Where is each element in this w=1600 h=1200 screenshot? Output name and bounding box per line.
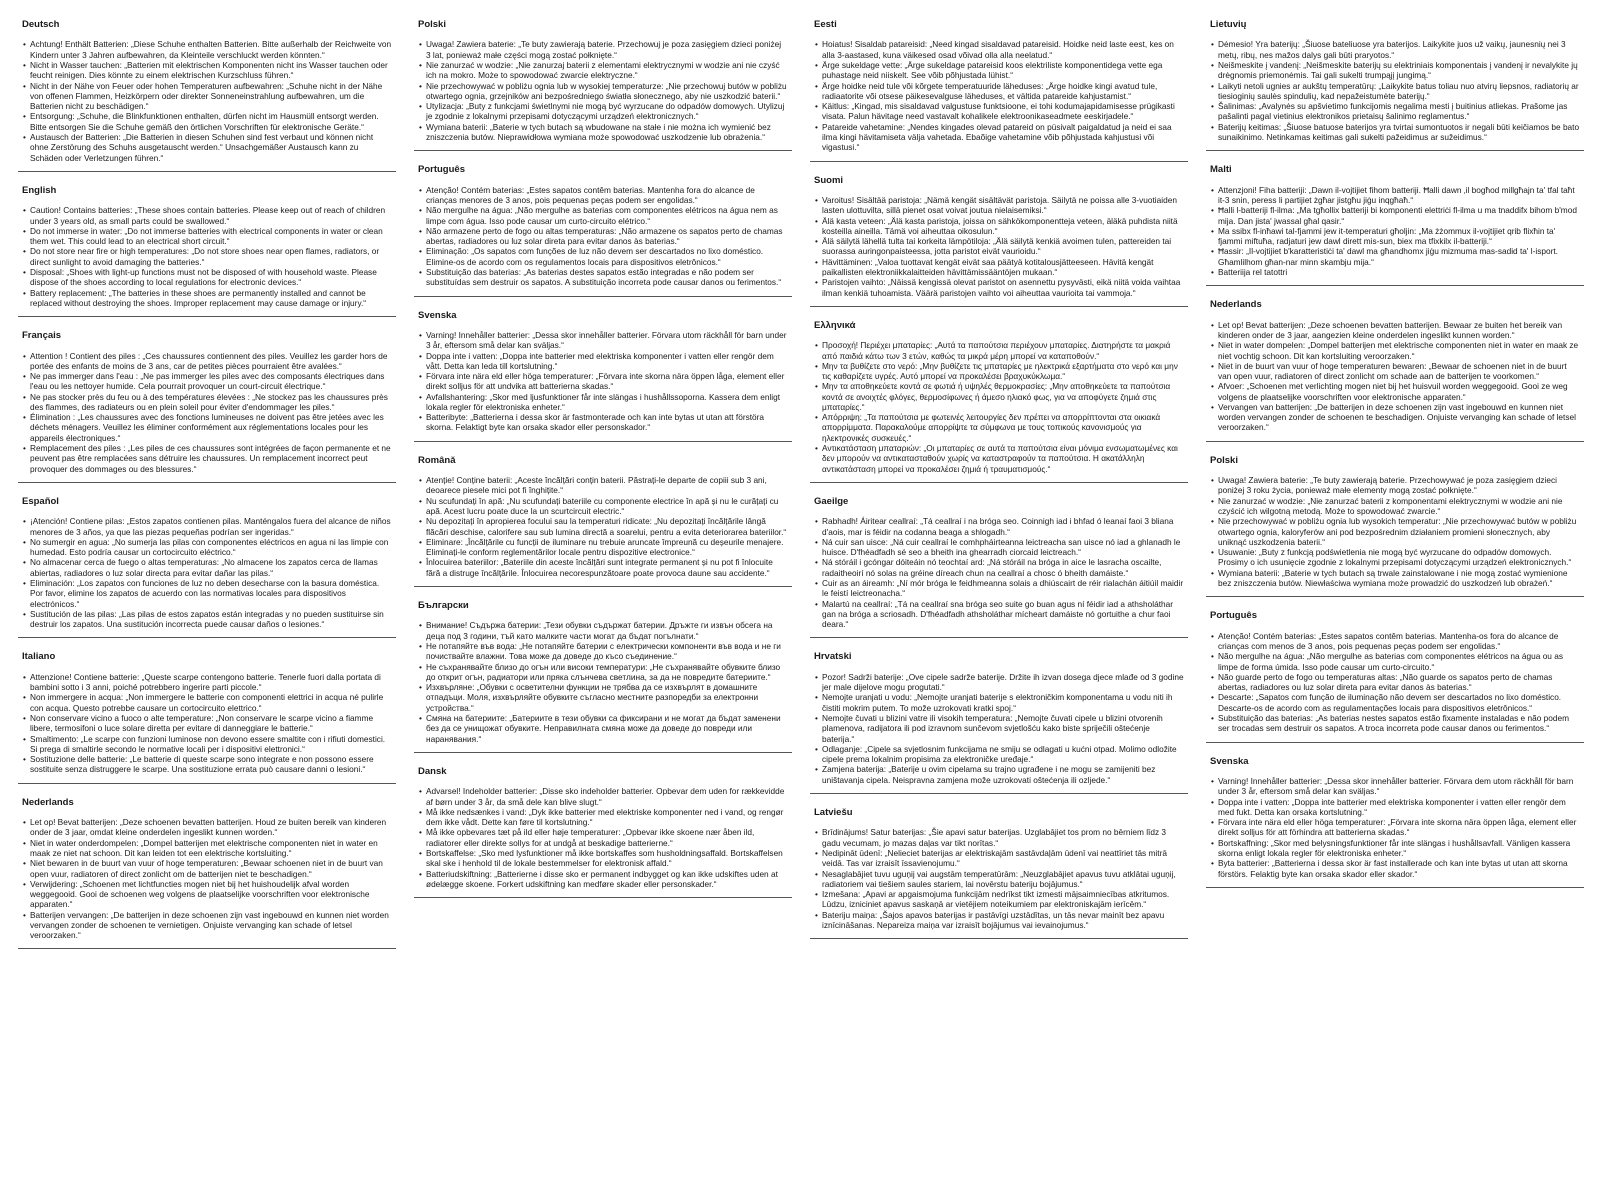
warning-item: • Nie przechowywać w pobliżu ognia lub wysokich temperatur: „Nie przechowywać butów w pobliżu otwartego ognia, kaloryferów ani pod bezpośrednim działaniem promieni słonecznych, aby uniknąć uszkodzenia baterii.“ xyxy=(1210,516,1580,547)
warning-item: • Utylizacja: „Buty z funkcjami świetlnymi nie mogą być wyrzucane do odpadów domowych. Utylizuj je zgodnie z lokalnymi przepisami dotyczącymi urządzeń elektronicznych.“ xyxy=(418,101,788,122)
warning-list xyxy=(22,351,392,474)
warning-item: • Eliminação: „Os sapatos com funções de luz não devem ser descartados no lixo doméstico. Elimine-os de acordo com os regulamentos locais para dispositivos eletrônicos.“ xyxy=(418,246,788,267)
warning-item: • Niet bewaren in de buurt van vuur of hoge temperaturen: „Bewaar schoenen niet in de buurt van open vuur, radiatoren of direct zonlicht om de batterijen niet te beschadigen.“ xyxy=(22,858,392,879)
warning-item: • No almacenar cerca de fuego o altas temperaturas: „No almacene los zapatos cerca de llamas abiertas, radiadores o luz solar directa para evitar dañar las pilas.“ xyxy=(22,557,392,578)
warning-item: • ¡Atención! Contiene pilas: „Estos zapatos contienen pilas. Manténgalos fuera del alcance de niños menores de 3 años, ya que las piezas pequeñas podrían ser ingeridas.“ xyxy=(22,516,392,537)
warning-item: • Não guarde perto de fogo ou temperaturas altas: „Não guarde os sapatos perto de chamas abertas, radiadores ou luz solar direta para evitar danos às baterias.“ xyxy=(1210,672,1580,693)
language-heading: English xyxy=(22,184,57,196)
warning-list xyxy=(1210,475,1580,588)
warning-item: • Ne pas stocker près du feu ou à des températures élevées : „Ne stockez pas les chaussures près des flammes, des radiateurs ou en plein soleil pour éviter d'endommager les piles.“ xyxy=(22,392,392,413)
warning-item: • Batteribyte: „Batterierna i dessa skor är fastmonterade och kan inte bytas ut utan att förstöra skorna. Felaktigt byte kan orsaka skador eller personskador.“ xyxy=(418,412,788,433)
warning-item: • Uwaga! Zawiera baterie: „Te buty zawierają baterie. Przechowuj je poza zasięgiem dzieci poniżej 3 lat, ponieważ małe części mogą zostać połknięte.“ xyxy=(418,39,788,60)
warning-list xyxy=(22,817,392,940)
warning-item: • Varning! Innehåller batterier: „Dessa skor innehåller batterier. Förvara utom räckhåll för barn under 3 år, eftersom små delar kan sväljas.“ xyxy=(418,330,788,351)
warning-list xyxy=(1210,39,1580,142)
warning-item: • Izmešana: „Apavi ar apgaismojuma funkcijām nedrīkst tikt izmesti mājsaimniecības atkritumos. Lūdzu, izniciniet apavus saskaņā ar vietējiem noteikumiem par elektroniskajām ierīcēm.“ xyxy=(814,889,1184,910)
warning-list xyxy=(22,516,392,629)
warning-item: • Älä kasta veteen: „Älä kasta paristoja, joissa on sähkökomponentteja veteen, äläkä puhdista niitä kosteilla aineilla. Tämä voi aiheuttaa oikosulun.“ xyxy=(814,216,1184,237)
language-section xyxy=(1206,450,1584,598)
warning-item: • Μην τα βυθίζετε στο νερό: „Μην βυθίζετε τις μπαταρίες με ηλεκτρικά εξαρτήματα στο νερό και μην τις καθαρίζετε υγρές. Αυτό μπορεί να προκαλέσει βραχυκύκλωμα.“ xyxy=(814,361,1184,382)
warning-item: • Αντικατάσταση μπαταριών: „Οι μπαταρίες σε αυτά τα παπούτσια είναι μόνιμα ενσωματωμένες και δεν μπορούν να αντικατασταθούν χωρίς να καταστραφούν τα παπούτσια. Η ακατάλληλη αντικατάσταση μπορεί να προκαλέσει ζημιά ή τραυματισμούς.“ xyxy=(814,443,1184,474)
warning-item: • Atenção! Contém baterias: „Estes sapatos contêm baterias. Mantenha fora do alcance de crianças menores de 3 anos, pois pequenas peças podem ser engolidas.“ xyxy=(418,185,788,206)
warning-item: • Atenție! Conține baterii: „Aceste încălțări conțin baterii. Păstrați-le departe de copiii sub 3 ani, deoarece piesele mici pot fi înghițite.“ xyxy=(418,475,788,496)
warning-item: • Advarsel! Indeholder batterier: „Disse sko indeholder batterier. Opbevar dem uden for rækkevidde af børn under 3 år, da små dele kan blive slugt.“ xyxy=(418,786,788,807)
warning-item: • Uwaga! Zawiera baterie: „Te buty zawierają baterie. Przechowywać je poza zasięgiem dzieci poniżej 3 roku życia, ponieważ małe elementy mogą zostać połknięte.“ xyxy=(1210,475,1580,496)
warning-list xyxy=(814,340,1184,474)
warning-item: • Não mergulhe na água: „Não mergulhe as baterias com componentes elétricos na água ou as limpe de forma úmida. Isso pode causar um curto-circuito.“ xyxy=(1210,651,1580,672)
warning-list xyxy=(418,786,788,889)
warning-item: • Do not store near fire or high temperatures: „Do not store shoes near open flames, radiators, or direct sunlight to avoid damaging the batteries.“ xyxy=(22,246,392,267)
language-section xyxy=(18,792,396,950)
language-section xyxy=(810,14,1188,162)
language-heading: Español xyxy=(22,495,59,507)
warning-item: • Odlaganje: „Cipele sa svjetlosnim funkcijama ne smiju se odlagati u kućni otpad. Molimo odložite cipele prema lokalnim propisima za elektroničke uređaje.“ xyxy=(814,744,1184,765)
language-section xyxy=(1206,751,1584,888)
warning-list xyxy=(418,330,788,433)
warning-item: • Avfallshantering: „Skor med ljusfunktioner får inte slängas i hushållssoporna. Kassera dem enligt lokala regler för elektroniska enheter.“ xyxy=(418,392,788,413)
warning-item: • Pozor! Sadrži baterije: „Ove cipele sadrže baterije. Držite ih izvan dosega djece mlađe od 3 godine jer male dijelove mogu progutati.“ xyxy=(814,672,1184,693)
warning-item: • Sostituzione delle batterie: „Le batterie di queste scarpe sono integrate e non possono essere sostituite senza distruggere le scarpe. Una sostituzione errata può causare danni o lesioni.“ xyxy=(22,754,392,775)
warning-item: • Patareide vahetamine: „Nendes kingades olevad patareid on püsivalt paigaldatud ja neid ei saa ilma kingi hävitamiseta välja vahetada. Ebaõige vahetamine võib põhjustada kahjustusi või vigastusi.“ xyxy=(814,122,1184,153)
warning-item: • Nesaglabājiet tuvu uguņij vai augstām temperatūrām: „Neuzglabājiet apavus tuvu atklātai uguņij, radiatoriem vai tiešiem saules stariem, lai novērstu bateriju bojājumus.“ xyxy=(814,869,1184,890)
warning-item: • Ärge hoidke neid tule või kõrgete temperatuuride läheduses: „Ärge hoidke kingi avatud tule, radiaatorite või otsese päikesevalguse läheduses, et vältida patareide kahjustamist.“ xyxy=(814,81,1184,102)
warning-item: • Attenzjoni! Fiha batteriji: „Dawn il-vojtijiet fihom batteriji. Ħalli dawn ‚il bogħod millgħajn ta' tfal taħt it-3 snin, peress li partijiet żgħar jistgħu jiġu inqgħaħ.“ xyxy=(1210,185,1580,206)
warning-item: • Cuir as an áireamh: „Ní mór bróga le feidhmeanna solais a dhiúscairt de réir rialachán áitiúil maidir le feistí leictreonacha.“ xyxy=(814,578,1184,599)
warning-item: • Usuwanie: „Buty z funkcją podświetlenia nie mogą być wyrzucane do odpadów domowych. Prosimy o ich usunięcie zgodnie z lokalnymi przepisami dotyczącymi urządzeń elektronicznych.“ xyxy=(1210,547,1580,568)
language-heading: Português xyxy=(1210,610,1257,622)
warning-item: • Remplacement des piles : „Les piles de ces chaussures sont intégrées de façon permanente et ne peuvent pas être remplacées sans détruire les chaussures. Un remplacement incorrect peut provoquer des dommages ou des blessures.“ xyxy=(22,443,392,474)
language-section xyxy=(810,491,1188,639)
language-heading: Nederlands xyxy=(1210,299,1262,311)
warning-item: • Bateriju maiņa: „Šajos apavos baterijas ir pastāvīgi uzstādītas, un tās nevar mainīt bez apavu iznīcināšanas. Nepareiza maiņa var izraisīt bojājumus vai ievainojumus.“ xyxy=(814,910,1184,931)
language-heading: Gaeilge xyxy=(814,495,849,507)
language-heading: Nederlands xyxy=(22,796,74,808)
language-heading: Malti xyxy=(1210,164,1232,176)
warning-item: • Dėmesio! Yra baterijų: „Šiuose bateliuose yra baterijos. Laikykite juos už vaikų, jaunesnių nei 3 metų, ribų, nes mažos dalys gali būti praryotos.“ xyxy=(1210,39,1580,60)
warning-item: • Ne pas immerger dans l'eau : „Ne pas immerger les piles avec des composants électriques dans l'eau ou les nettoyer humide. Cela pourrait provoquer un court-circuit électrique.“ xyxy=(22,371,392,392)
warning-item: • Må ikke nedsænkes i vand: „Dyk ikke batterier med elektriske komponenter ned i vand, og rengør dem ikke vådt. Dette kan føre til kortslutning.“ xyxy=(418,807,788,828)
language-section xyxy=(414,595,792,753)
warning-item: • Niet in water dompelen: „Dompel batterijen met elektrische componenten niet in water en maak ze niet vochtig schoon. Dit kan kortsluiting veroorzaken.“ xyxy=(1210,340,1580,361)
warning-item: • Não armazene perto de fogo ou altas temperaturas: „Não armazene os sapatos perto de chamas abertas, radiadores ou luz solar direta para evitar danos às baterias.“ xyxy=(418,226,788,247)
language-section xyxy=(18,491,396,639)
warning-list xyxy=(814,672,1184,785)
warning-item: • Šalinimas: „Avalynės su apšvietimo funkcijomis negalima mesti į buitinius atliekas. Prašome jas pašalinti pagal vietinius elektronikos prietaisų šalinimo reglamentus.“ xyxy=(1210,101,1580,122)
language-section xyxy=(1206,14,1584,151)
language-section xyxy=(414,305,792,442)
warning-item: • Batteriija rel tatottri xyxy=(1210,267,1580,277)
language-heading: Français xyxy=(22,330,62,342)
language-heading: Svenska xyxy=(1210,755,1249,767)
warning-item: • Non immergere in acqua: „Non immergere le batterie con componenti elettrici in acqua né pulirle con acqua. Questo potrebbe causare un cortocircuito elettrico.“ xyxy=(22,692,392,713)
warning-item: • Do not immerse in water: „Do not immerse batteries with electrical components in water or clean them wet. This could lead to an electrical short circuit.“ xyxy=(22,226,392,247)
language-section xyxy=(18,14,396,172)
warning-item: • Batteriudskiftning: „Batterierne i disse sko er permanent indbygget og kan ikke udskiftes uden at ødelægge skoene. Forkert udskiftning kan medføre skader eller personskader.“ xyxy=(418,869,788,890)
warning-item: • Baterijų keitimas: „Šiuose batuose baterijos yra tvirtai sumontuotos ir negali būti keičiamos be bato sunaikinimo. Netinkamas keitimas gali sukelti pažeidimus ar sužeidimus.“ xyxy=(1210,122,1580,143)
warning-item: • Ħassir: „Il-vojtijiet b'karatteristiċi ta' dawl ma għandhomx jiġu mizmuma mas-sadid ta' l-isport. Għamlilhom għan-nar minn skambju mija.“ xyxy=(1210,246,1580,267)
language-section xyxy=(414,761,792,898)
warning-item: • Nemojte čuvati u blizini vatre ili visokih temperatura: „Nemojte čuvati cipele u blizini otvorenih plamenova, radijatora ili pod izravnom sunčevom svjetlošću kako biste spriječili oštećenje baterija.“ xyxy=(814,713,1184,744)
warning-item: • Προσοχή! Περιέχει μπαταρίες: „Αυτά τα παπούτσια περιέχουν μπαταρίες. Διατηρήστε τα μακριά από παιδιά κάτω των 3 ετών, καθώς τα μικρά μέρη μπορεί να καταποθούν.“ xyxy=(814,340,1184,361)
warning-item: • Μην τα αποθηκεύετε κοντά σε φωτιά ή υψηλές θερμοκρασίες: „Μην αποθηκεύετε τα παπούτσια κοντά σε ανοιχτές φλόγες, θερμοσίφωνες ή άμεσο ηλιακό φως, για να αποφύγετε ζημιά στις μπαταρίες.“ xyxy=(814,381,1184,412)
language-heading: Eesti xyxy=(814,19,837,30)
warning-item: • Brīdinājums! Satur baterijas: „Šie apavi satur baterijas. Uzglabājiet tos prom no bērniem līdz 3 gadu vecumam, jo mazas daļas var tikt norītas.“ xyxy=(814,827,1184,848)
warning-item: • Caution! Contains batteries: „These shoes contain batteries. Please keep out of reach of children under 3 years old, as small parts could be swallowed.“ xyxy=(22,205,392,226)
warning-item: • Achtung! Enthält Batterien: „Diese Schuhe enthalten Batterien. Bitte außerhalb der Reichweite von Kindern unter 3 Jahren aufbewahren, da Kleinteile verschluckt werden könnten.“ xyxy=(22,39,392,60)
warning-item: • Substituição das baterias: „As baterias nestes sapatos estão fixamente instaladas e não podem ser trocadas sem destruir os sapatos. A troca incorreta pode causar danos ou ferimentos.“ xyxy=(1210,713,1580,734)
language-heading: Polski xyxy=(418,19,446,30)
warning-item: • Bortskaffning: „Skor med belysningsfunktioner får inte slängas i hushållsavfall. Vänligen kassera skorna enligt lokala regler för elektroniska enheter.“ xyxy=(1210,838,1580,859)
column-3 xyxy=(810,14,1188,1200)
language-section xyxy=(1206,294,1584,442)
language-heading: Italiano xyxy=(22,651,56,663)
warning-item: • Disposal: „Shoes with light-up functions must not be disposed of with household waste. Please dispose of the shoes according to local regulations for electronic devices.“ xyxy=(22,267,392,288)
warning-item: • Nu scufundați în apă: „Nu scufundați bateriile cu componente electrice în apă și nu le curățați cu apă. Acest lucru poate duce la un scurtcircuit electric.“ xyxy=(418,496,788,517)
warning-list xyxy=(814,195,1184,298)
language-section xyxy=(810,170,1188,307)
warning-list xyxy=(22,672,392,775)
warning-item: • No sumergir en agua: „No sumerja las pilas con componentes eléctricos en agua ni las limpie con humedad. Esto podría causar un cortocircuito eléctrico.“ xyxy=(22,537,392,558)
warning-item: • Hoiatus! Sisaldab patareisid: „Need kingad sisaldavad patareisid. Hoidke neid laste eest, kes on alla 3-aastased, kuna väikesed osad võivad olla alla neelatud.“ xyxy=(814,39,1184,60)
warning-item: • Nemojte uranjati u vodu: „Nemojte uranjati baterije s elektroničkim komponentama u vodu niti ih čistiti mokrim putem. To može uzrokovati kratki spoj.“ xyxy=(814,692,1184,713)
warning-item: • Förvara inte nära eld eller höga temperaturer: „Förvara inte skorna nära öppen låga, element eller direkt solljus för att undvika att batterierna skadas.“ xyxy=(418,371,788,392)
warning-item: • Nie przechowywać w pobliżu ognia lub w wysokiej temperaturze: „Nie przechowuj butów w pobliżu otwartego ognia, grzejników ani bezpośredniego światła słonecznego, aby nie uszkodzić baterii.“ xyxy=(418,81,788,102)
warning-item: • Må ikke opbevares tæt på ild eller høje temperaturer: „Opbevar ikke skoene nær åben ild, radiatorer eller direkte sollys for at undgå at beskadige batterierne.“ xyxy=(418,827,788,848)
language-section xyxy=(414,159,792,296)
language-section xyxy=(1206,605,1584,742)
warning-item: • Ma ssibx fl-inħawi tal-fjammi jew it-temperaturi għoljin: „Ma żżommux il-vojtijiet qrib flixħin ta' fjammi miftuħa, radjaturi jew dawl dirett mis-sun, biex ma tfixkilx il-batteriji.“ xyxy=(1210,226,1580,247)
language-heading: Deutsch xyxy=(22,19,60,30)
warning-item: • Изхвърляне: „Обувки с осветителни функции не трябва да се изхвърлят в домашните отпадъци. Моля, изхвърляйте обувките съгласно местните разпоредби за електронни устройства.“ xyxy=(418,682,788,713)
warning-list xyxy=(814,516,1184,629)
warning-item: • Zamjena baterija: „Baterije u ovim cipelama su trajno ugrađene i ne mogu se zamijeniti bez uništavanja cipela. Neispravna zamjena može uzrokovati oštećenja ili ozljede.“ xyxy=(814,764,1184,785)
warning-item: • Neišmeskite į vandenį: „Neišmeskite baterijų su elektriniais komponentais į vandenį ir nevalykite jų drėgnomis priemonėmis. Tai gali sukelti trumpąjį jungimą.“ xyxy=(1210,60,1580,81)
language-heading: Ελληνικά xyxy=(814,319,856,331)
warning-list xyxy=(22,205,392,308)
warning-item: • Paristojen vaihto: „Näissä kengissä olevat paristot on asennettu pysyvästi, eikä niitä voida vaihtaa ilman kenkiä tuhoamista. Väärä paristojen vaihto voi aiheuttaa vaurioita tai vammoja.“ xyxy=(814,277,1184,298)
warning-item: • Afvoer: „Schoenen met verlichting mogen niet bij het huisvuil worden weggegooid. Gooi ze weg volgens de plaatselijke voorschriften voor elektronische apparaten.“ xyxy=(1210,381,1580,402)
warning-item: • Atenção! Contém baterias: „Estes sapatos contêm baterias. Mantenha-os fora do alcance de crianças com menos de 3 anos, pois pequenas peças podem ser engolidas.“ xyxy=(1210,631,1580,652)
language-section xyxy=(810,646,1188,794)
language-section xyxy=(414,450,792,587)
warning-item: • Doppa inte i vatten: „Doppa inte batterier med elektriska komponenter i vatten eller rengör dem med fukt. Detta kan orsaka kortslutning.“ xyxy=(1210,797,1580,818)
warning-item: • Wymiana baterii: „Baterie w tych butach są trwale zainstalowane i nie mogą zostać wymienione bez zniszczenia butów. Niewłaściwa wymiana może prowadzić do uszkodzeń lub obrażeń.“ xyxy=(1210,568,1580,589)
language-heading: Hrvatski xyxy=(814,651,852,663)
warning-item: • Niet in water onderdompelen: „Dompel batterijen met elektrische componenten niet in water en maak ze niet nat schoon. Dit kan leiden tot een elektrische kortsluiting.“ xyxy=(22,838,392,859)
warning-item: • Malartú na ceallraí: „Tá na ceallraí sna bróga seo suite go buan agus ní féidir iad a athsholáthar gan na bróga a scriosadh. D'fhéadfadh athsholáthar mícheart damáiste nó gortuithe a chur faoi deara.“ xyxy=(814,599,1184,630)
warning-item: • Byta batterier: „Batterierna i dessa skor är fast installerade och kan inte bytas ut utan att skorna förstörs. Felaktig byte kan orsaka skador eller skador.“ xyxy=(1210,858,1580,879)
warning-list xyxy=(418,620,788,743)
warning-item: • Attenzione! Contiene batterie: „Queste scarpe contengono batterie. Tenerle fuori dalla portata di bambini sotto i 3 anni, poiché potrebbero ingerire parti piccole.“ xyxy=(22,672,392,693)
language-heading: Română xyxy=(418,454,456,466)
warning-item: • Bortskaffelse: „Sko med lysfunktioner må ikke bortskaffes som husholdningsaffald. Bortskaffelsen skal ske i henhold til de lokale bestemmelser for elektronisk affald.“ xyxy=(418,848,788,869)
language-section xyxy=(18,180,396,317)
warning-item: • Varoitus! Sisältää paristoja: „Nämä kengät sisältävät paristoja. Säilytä ne poissa alle 3-vuotiaiden lasten ulottuvilta, sillä pienet osat voivat joutua nielaisemiksi.“ xyxy=(814,195,1184,216)
warning-item: • Eliminación: „Los zapatos con funciones de luz no deben desecharse con la basura doméstica. Por favor, elimine los zapatos de acuerdo con las normativas locales para dispositivos electrónicos.“ xyxy=(22,578,392,609)
warning-item: • Doppa inte i vatten: „Doppa inte batterier med elektriska komponenter i vatten eller rengör dem vått. Detta kan leda till kortslutning.“ xyxy=(418,351,788,372)
warning-item: • Verwijdering: „Schoenen met lichtfuncties mogen niet bij het huishoudelijk afval worden weggegooid. Gooi de schoenen weg volgens de plaatselijke voorschriften voor elektronische apparaten.“ xyxy=(22,879,392,910)
warning-item: • Batterijen vervangen: „De batterijen in deze schoenen zijn vast ingebouwd en kunnen niet worden vervangen zonder de schoenen te vernietigen. Onjuiste vervanging kan schade of letsel veroorzaken.“ xyxy=(22,910,392,941)
warning-item: • Nicht in Wasser tauchen: „Batterien mit elektrischen Komponenten nicht ins Wasser tauchen oder feucht reinigen. Dies könnte zu einem elektrischen Kurzschluss führen.“ xyxy=(22,60,392,81)
warning-item: • Ná cuir san uisce: „Ná cuir ceallraí le comhpháirteanna leictreacha san uisce nó iad a ghlanadh le huisce. D'fhéadfadh sé seo a bheith ina ghearradh ciorcaid leictreach.“ xyxy=(814,537,1184,558)
warning-list xyxy=(1210,185,1580,278)
warning-item: • Не потапяйте във вода: „Не потапяйте батерии с електрически компоненти във вода и не ги почиствайте влажни. Това може да доведе до късо съединение.“ xyxy=(418,641,788,662)
language-heading: Български xyxy=(418,600,469,611)
warning-list xyxy=(814,39,1184,152)
warning-list xyxy=(22,39,392,162)
warning-list xyxy=(418,475,788,578)
warning-list xyxy=(814,827,1184,930)
warning-item: • Let op! Bevat batterijen: „Deze schoenen bevatten batterijen. Bewaar ze buiten het bereik van kinderen onder de 3 jaar, aangezien kleine onderdelen ingeslikt kunnen worden.“ xyxy=(1210,320,1580,341)
language-heading: Suomi xyxy=(814,174,844,186)
language-section xyxy=(1206,159,1584,286)
language-heading: Svenska xyxy=(418,309,457,321)
warning-item: • Ärge sukeldage vette: „Ärge sukeldage patareisid koos elektriliste komponentidega vette ega puhastage neid niiskelt. See võib põhjustada lühist.“ xyxy=(814,60,1184,81)
warning-item: • Förvara inte nära eld eller höga temperaturer: „Förvara inte skorna nära öppen låga, element eller direkt solljus för att förhindra att batterierna skadas.“ xyxy=(1210,817,1580,838)
warning-item: • Let op! Bevat batterijen: „Deze schoenen bevatten batterijen. Houd ze buiten bereik van kinderen onder de 3 jaar, omdat kleine onderdelen ingeslikt kunnen worden.“ xyxy=(22,817,392,838)
warning-item: • Ná stóráil i gcóngar dóiteáin nó teochtaí ard: „Ná stóráil na bróga in aice le lasracha oscailte, radaitheoirí nó solas na gréine díreach chun na ceallraí a chosc ó bheith damáiste.“ xyxy=(814,557,1184,578)
warning-item: • Ħalli l-batteriji fl-ilma: „Ma tgħollix batteriji bi komponenti elettriċi fl-ilma u ma tnaddifx bihom b'mod mija. Dan jista' jwassal għal qasir.“ xyxy=(1210,205,1580,226)
warning-item: • Austausch der Batterien: „Die Batterien in diesen Schuhen sind fest verbaut und können nicht ohne Zerstörung des Schuhs ausgetauscht werden.“ Unsachgemäßer Austausch kann zu Schäden oder Verletzungen führen.“ xyxy=(22,132,392,163)
language-heading: Lietuvių xyxy=(1210,19,1247,30)
language-section xyxy=(414,14,792,151)
column-2 xyxy=(414,14,792,1200)
language-heading: Português xyxy=(418,164,465,176)
warning-item: • Niet in de buurt van vuur of hoge temperaturen bewaren: „Bewaar de schoenen niet in de buurt van open vuur, radiatoren of direct zonlicht om schade aan de batterijen te voorkomen.“ xyxy=(1210,361,1580,382)
warning-item: • Attention ! Contient des piles : „Ces chaussures contiennent des piles. Veuillez les garder hors de portée des enfants de moins de 3 ans, car de petites pièces pourraient être avalées.“ xyxy=(22,351,392,372)
warning-item: • Non conservare vicino a fuoco o alte temperature: „Non conservare le scarpe vicino a fiamme libere, termosifoni o luce solare diretta per evitare di danneggiare le batterie.“ xyxy=(22,713,392,734)
warning-item: • Substituição das baterias: „As baterias destes sapatos estão integradas e não podem ser substituídas sem destruir os sapatos. A substituição incorreta pode causar danos ou ferimentos.“ xyxy=(418,267,788,288)
warning-item: • Hävittäminen: „Valoa tuottavat kengät eivät saa päätyä kotitalousjätteeseen. Hävitä kengät paikallisten elektroniikkalaitteiden hävittämissääntöjen mukaan.“ xyxy=(814,257,1184,278)
warning-list xyxy=(1210,320,1580,433)
warning-item: • Laikyti netoli ugnies ar aukštų temperatūrų: „Laikykite batus toliau nuo atvirų liepsnos, radiatorių ar tiesioginių saulės spindulių, kad nepažeistumėte baterijų.“ xyxy=(1210,81,1580,102)
warning-item: • Älä säilytä lähellä tulta tai korkeita lämpötiloja: „Älä säilytä kenkiä avoimen tulen, pattereiden tai suorassa auringonpaisteessa, jotta paristot eivät vaurioidu.“ xyxy=(814,236,1184,257)
language-section xyxy=(810,315,1188,483)
warning-item: • Смяна на батериите: „Батериите в тези обувки са фиксирани и не могат да бъдат заменени без да се унищожат обувките. Неправилната смяна може да доведе до повреди или наранявания.“ xyxy=(418,713,788,744)
warning-item: • Nu depozitați în apropierea focului sau la temperaturi ridicate: „Nu depozitați încălțările lângă flăcări deschise, calorifere sau sub lumina directă a soarelui, pentru a evita deteriorarea bateriilor.“ xyxy=(418,516,788,537)
warning-item: • Απόρριψη: „Τα παπούτσια με φωτεινές λειτουργίες δεν πρέπει να απορρίπτονται στα οικιακά απορρίμματα. Παρακαλούμε απορρίψτε τα σύμφωνα με τους τοπικούς κανονισμούς για ηλεκτρονικές συσκευές.“ xyxy=(814,412,1184,443)
warning-item: • Nedipināt ūdenī: „Nelieciet baterijas ar elektriskajām sastāvdaļām ūdenī vai neattīriet tās mitrā veidā. Tas var izraisīt īssavienojumu.“ xyxy=(814,848,1184,869)
language-section xyxy=(18,325,396,483)
language-heading: Polski xyxy=(1210,454,1238,466)
warning-item: • Käitlus: „Kingad, mis sisaldavad valgustuse funktsioone, ei tohi kodumajapidamisesse prügikasti visata. Palun hävitage need vastavalt kohalikele elektroonikaseadmete eeskirjadele.“ xyxy=(814,101,1184,122)
warning-list xyxy=(1210,631,1580,734)
language-heading: Dansk xyxy=(418,765,447,777)
warning-item: • Nie zanurzać w wodzie: „Nie zanurzaj baterii z elementami elektrycznymi w wodzie ani nie czyść ich na mokro. Może to spowodować zwarcie elektryczne.“ xyxy=(418,60,788,81)
warning-item: • Sustitución de las pilas: „Las pilas de estos zapatos están integradas y no pueden sustituirse sin destruir los zapatos. Una sustitución incorrecta puede causar daños o lesiones.“ xyxy=(22,609,392,630)
warning-item: • Varning! Innehåller batterier: „Dessa skor innehåller batterier. Förvara dem utom räckhåll för barn under 3 år, eftersom små delar kan sväljas.“ xyxy=(1210,776,1580,797)
warning-item: • Battery replacement: „The batteries in these shoes are permanently installed and cannot be replaced without destroying the shoes. Improper replacement may cause damage or injury.“ xyxy=(22,288,392,309)
warning-item: • Não mergulhe na água: „Não mergulhe as baterias com componentes elétricos na água nem as limpe com água. Isso pode causar um curto-circuito elétrico.“ xyxy=(418,205,788,226)
warning-item: • Élimination : „Les chaussures avec des fonctions lumineuses ne doivent pas être jetées avec les déchets ménagers. Veuillez les éliminer conformément aux réglementations locales pour les appareils électroniques.“ xyxy=(22,412,392,443)
warning-item: • Nicht in der Nähe von Feuer oder hohen Temperaturen aufbewahren: „Schuhe nicht in der Nähe von offenen Flammen, Heizkörpern oder direkter Sonneneinstrahlung aufbewahren, um die Batterien nicht zu beschädigen.“ xyxy=(22,81,392,112)
warning-item: • Descarte: „Sapatos com função de iluminação não devem ser descartados no lixo doméstico. Descarte-os de acordo com as regulamentações locais para dispositivos eletrônicos.“ xyxy=(1210,692,1580,713)
warning-item: • Smaltimento: „Le scarpe con funzioni luminose non devono essere smaltite con i rifiuti domestici. Si prega di smaltirle secondo le normative locali per i dispositivi elettronici.“ xyxy=(22,734,392,755)
language-heading: Latviešu xyxy=(814,806,853,818)
warning-item: • Înlocuirea bateriilor: „Bateriile din aceste încălțări sunt integrate permanent și nu pot fi înlocuite fără a distruge încălțările. Înlocuirea necorespunzătoare poate provoca daune sau accidente.“ xyxy=(418,557,788,578)
warning-item: • Wymiana baterii: „Baterie w tych butach są wbudowane na stałe i nie można ich wymienić bez zniszczenia butów. Nieprawidłowa wymiana może spowodować uszkodzenie lub obrażenia.“ xyxy=(418,122,788,143)
warning-list xyxy=(1210,776,1580,879)
column-1 xyxy=(18,14,396,1200)
language-section xyxy=(810,802,1188,939)
warning-item: • Eliminare: „Încălțările cu funcții de iluminare nu trebuie aruncate împreună cu deșeurile menajere. Eliminați-le conform reglementărilor locale pentru dispozitive electronice.“ xyxy=(418,537,788,558)
warning-item: • Entsorgung: „Schuhe, die Blinkfunktionen enthalten, dürfen nicht im Hausmüll entsorgt werden. Bitte entsorgen Sie die Schuhe gemäß den örtlichen Vorschriften für elektronische Geräte.“ xyxy=(22,111,392,132)
warning-item: • Vervangen van batterijen: „De batterijen in deze schoenen zijn vast ingebouwd en kunnen niet worden vervangen zonder de schoenen te beschadigen. Onjuiste vervanging kan schade of letsel veroorzaken.“ xyxy=(1210,402,1580,433)
warning-list xyxy=(418,39,788,142)
warning-item: • Rabhadh! Áiritear ceallraí: „Tá ceallraí i na bróga seo. Coinnigh iad i bhfad ó leanaí faoi 3 bliana d'aois, mar is féidir na codanna beaga a shlogadh.“ xyxy=(814,516,1184,537)
warning-item: • Не съхранявайте близо до огън или високи температури: „Не съхранявайте обувките близо до открит огън, радиатори или пряка слънчева светлина, за да не повредите батериите.“ xyxy=(418,662,788,683)
column-4 xyxy=(1206,14,1584,1200)
warning-list xyxy=(418,185,788,288)
warning-item: • Внимание! Съдържа батерии: „Тези обувки съдържат батерии. Дръжте ги извън обсега на деца под 3 години, тъй като малките части могат да бъдат погълнати.“ xyxy=(418,620,788,641)
warning-item: • Nie zanurzać w wodzie: „Nie zanurzać baterii z komponentami elektrycznymi w wodzie ani nie czyścić ich wilgotną metodą. Może to spowodować zwarcie.“ xyxy=(1210,496,1580,517)
language-section xyxy=(18,646,396,783)
